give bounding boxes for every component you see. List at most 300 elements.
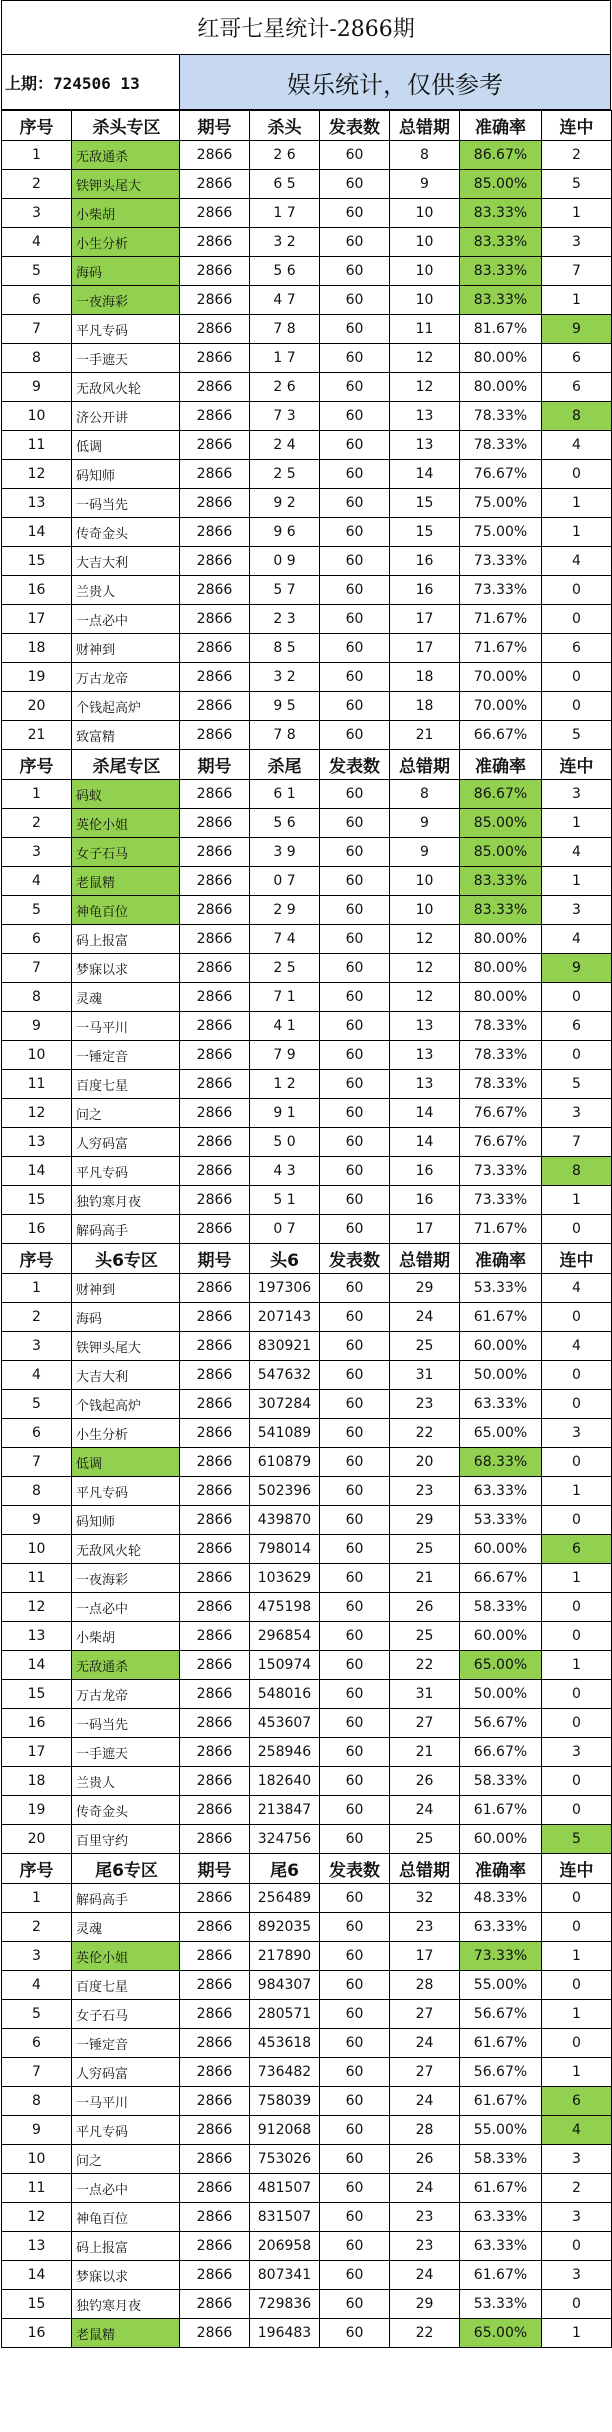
accuracy-cell: 80.00%: [460, 344, 542, 373]
accuracy-cell: 58.33%: [460, 1593, 542, 1622]
pick-cell: 5 1: [250, 1186, 320, 1215]
misses-cell: 23: [390, 1913, 460, 1942]
streak-cell: 1: [542, 1564, 612, 1593]
period-cell: 2866: [180, 286, 250, 315]
period-cell: 2866: [180, 1622, 250, 1651]
index-cell: 5: [2, 896, 72, 925]
index-cell: 1: [2, 141, 72, 170]
period-cell: 2866: [180, 547, 250, 576]
section-header-row: [2, 1854, 612, 1884]
page-title: 红哥七星统计-2866期: [1, 0, 611, 55]
name-cell: 小生分析: [72, 228, 180, 257]
column-header: 准确率: [460, 1854, 542, 1884]
posts-cell: 60: [320, 1971, 390, 2000]
period-cell: 2866: [180, 1128, 250, 1157]
accuracy-cell: 53.33%: [460, 2290, 542, 2319]
index-cell: 9: [2, 373, 72, 402]
table-row: [2, 1332, 612, 1361]
pick-cell: 1 2: [250, 1070, 320, 1099]
table-row: [2, 1884, 612, 1913]
posts-cell: 60: [320, 199, 390, 228]
posts-cell: 60: [320, 1593, 390, 1622]
index-cell: 21: [2, 721, 72, 750]
name-cell: 大吉大利: [72, 1361, 180, 1390]
misses-cell: 17: [390, 634, 460, 663]
streak-cell: 0: [542, 2290, 612, 2319]
stats-sheet: [1, 0, 611, 2348]
info-bar: [1, 55, 611, 110]
misses-cell: 26: [390, 1767, 460, 1796]
streak-cell: 6: [542, 373, 612, 402]
pick-cell: 548016: [250, 1680, 320, 1709]
misses-cell: 27: [390, 2058, 460, 2087]
index-cell: 14: [2, 518, 72, 547]
name-cell: 梦寐以求: [72, 2261, 180, 2290]
name-cell: 一点必中: [72, 1593, 180, 1622]
posts-cell: 60: [320, 2116, 390, 2145]
name-cell: 海码: [72, 1303, 180, 1332]
pick-cell: 830921: [250, 1332, 320, 1361]
streak-cell: 0: [542, 1971, 612, 2000]
misses-cell: 17: [390, 605, 460, 634]
accuracy-cell: 55.00%: [460, 2116, 542, 2145]
table-row: [2, 1215, 612, 1244]
table-row: [2, 1274, 612, 1303]
column-header: 总错期: [390, 1244, 460, 1274]
column-header: 杀尾专区: [72, 750, 180, 780]
table-row: [2, 402, 612, 431]
period-cell: 2866: [180, 402, 250, 431]
pick-cell: 2 5: [250, 954, 320, 983]
streak-cell: 1: [542, 2319, 612, 2348]
misses-cell: 22: [390, 2319, 460, 2348]
pick-cell: 610879: [250, 1448, 320, 1477]
streak-cell: 0: [542, 605, 612, 634]
streak-cell: 1: [542, 2058, 612, 2087]
table-row: [2, 1593, 612, 1622]
streak-cell: 4: [542, 838, 612, 867]
streak-cell: 0: [542, 2029, 612, 2058]
posts-cell: 60: [320, 634, 390, 663]
accuracy-cell: 83.33%: [460, 286, 542, 315]
misses-cell: 10: [390, 286, 460, 315]
streak-cell: 3: [542, 228, 612, 257]
posts-cell: 60: [320, 663, 390, 692]
column-header: 准确率: [460, 111, 542, 141]
posts-cell: 60: [320, 721, 390, 750]
name-cell: 一手遮天: [72, 1738, 180, 1767]
streak-cell: 0: [542, 1361, 612, 1390]
posts-cell: 60: [320, 1128, 390, 1157]
posts-cell: 60: [320, 780, 390, 809]
period-cell: 2866: [180, 780, 250, 809]
index-cell: 17: [2, 605, 72, 634]
streak-cell: 9: [542, 954, 612, 983]
misses-cell: 25: [390, 1535, 460, 1564]
name-cell: 铁钾头尾大: [72, 1332, 180, 1361]
name-cell: 一码当先: [72, 489, 180, 518]
index-cell: 20: [2, 1825, 72, 1854]
table-row: [2, 286, 612, 315]
posts-cell: 60: [320, 373, 390, 402]
period-cell: 2866: [180, 896, 250, 925]
posts-cell: 60: [320, 344, 390, 373]
name-cell: 百度七星: [72, 1971, 180, 2000]
column-header: 杀尾: [250, 750, 320, 780]
pick-cell: 182640: [250, 1767, 320, 1796]
name-cell: 财神到: [72, 1274, 180, 1303]
name-cell: 平凡专码: [72, 315, 180, 344]
name-cell: 致富精: [72, 721, 180, 750]
period-cell: 2866: [180, 1477, 250, 1506]
accuracy-cell: 53.33%: [460, 1506, 542, 1535]
table-row: [2, 1303, 612, 1332]
accuracy-cell: 61.67%: [460, 2029, 542, 2058]
index-cell: 6: [2, 2029, 72, 2058]
table-row: [2, 838, 612, 867]
posts-cell: 60: [320, 228, 390, 257]
posts-cell: 60: [320, 925, 390, 954]
period-cell: 2866: [180, 721, 250, 750]
accuracy-cell: 65.00%: [460, 1419, 542, 1448]
misses-cell: 12: [390, 344, 460, 373]
period-cell: 2866: [180, 634, 250, 663]
pick-cell: 207143: [250, 1303, 320, 1332]
streak-cell: 6: [542, 634, 612, 663]
misses-cell: 26: [390, 2145, 460, 2174]
accuracy-cell: 63.33%: [460, 1477, 542, 1506]
period-cell: 2866: [180, 1680, 250, 1709]
accuracy-cell: 73.33%: [460, 1157, 542, 1186]
table-row: [2, 547, 612, 576]
table-row: [2, 1506, 612, 1535]
period-cell: 2866: [180, 576, 250, 605]
index-cell: 7: [2, 1448, 72, 1477]
pick-cell: 2 5: [250, 460, 320, 489]
pick-cell: 3 2: [250, 663, 320, 692]
period-cell: 2866: [180, 2203, 250, 2232]
misses-cell: 21: [390, 1564, 460, 1593]
table-row: [2, 489, 612, 518]
period-cell: 2866: [180, 2087, 250, 2116]
misses-cell: 21: [390, 1738, 460, 1767]
pick-cell: 197306: [250, 1274, 320, 1303]
posts-cell: 60: [320, 692, 390, 721]
streak-cell: 1: [542, 199, 612, 228]
accuracy-cell: 85.00%: [460, 809, 542, 838]
streak-cell: 9: [542, 315, 612, 344]
table-row: [2, 2029, 612, 2058]
table-row: [2, 1390, 612, 1419]
pick-cell: 2 9: [250, 896, 320, 925]
pick-cell: 4 3: [250, 1157, 320, 1186]
table-row: [2, 2145, 612, 2174]
accuracy-cell: 53.33%: [460, 1274, 542, 1303]
section-header-row: [2, 111, 612, 141]
accuracy-cell: 83.33%: [460, 199, 542, 228]
index-cell: 8: [2, 983, 72, 1012]
accuracy-cell: 73.33%: [460, 576, 542, 605]
accuracy-cell: 78.33%: [460, 402, 542, 431]
accuracy-cell: 78.33%: [460, 431, 542, 460]
posts-cell: 60: [320, 1622, 390, 1651]
name-cell: 百度七星: [72, 1070, 180, 1099]
accuracy-cell: 83.33%: [460, 257, 542, 286]
index-cell: 4: [2, 867, 72, 896]
table-row: [2, 1796, 612, 1825]
misses-cell: 23: [390, 2232, 460, 2261]
misses-cell: 24: [390, 2261, 460, 2290]
name-cell: 一马平川: [72, 2087, 180, 2116]
accuracy-cell: 56.67%: [460, 1709, 542, 1738]
period-cell: 2866: [180, 2029, 250, 2058]
misses-cell: 18: [390, 663, 460, 692]
posts-cell: 60: [320, 576, 390, 605]
pick-cell: 2 6: [250, 141, 320, 170]
column-header: 期号: [180, 1244, 250, 1274]
name-cell: 无敌通杀: [72, 1651, 180, 1680]
name-cell: 低调: [72, 1448, 180, 1477]
table-row: [2, 605, 612, 634]
index-cell: 11: [2, 431, 72, 460]
period-cell: 2866: [180, 925, 250, 954]
misses-cell: 31: [390, 1361, 460, 1390]
pick-cell: 0 7: [250, 867, 320, 896]
pick-cell: 296854: [250, 1622, 320, 1651]
misses-cell: 10: [390, 199, 460, 228]
streak-cell: 8: [542, 1157, 612, 1186]
streak-cell: 1: [542, 1477, 612, 1506]
pick-cell: 9 1: [250, 1099, 320, 1128]
pick-cell: 256489: [250, 1884, 320, 1913]
accuracy-cell: 65.00%: [460, 1651, 542, 1680]
misses-cell: 8: [390, 780, 460, 809]
streak-cell: 0: [542, 1884, 612, 1913]
column-header: 连中: [542, 1244, 612, 1274]
table-row: [2, 983, 612, 1012]
name-cell: 小柴胡: [72, 199, 180, 228]
posts-cell: 60: [320, 2145, 390, 2174]
streak-cell: 1: [542, 1186, 612, 1215]
table-row: [2, 896, 612, 925]
pick-cell: 1 7: [250, 344, 320, 373]
name-cell: 平凡专码: [72, 1157, 180, 1186]
posts-cell: 60: [320, 1390, 390, 1419]
streak-cell: 0: [542, 1390, 612, 1419]
table-row: [2, 1128, 612, 1157]
misses-cell: 25: [390, 1825, 460, 1854]
table-row: [2, 2116, 612, 2145]
name-cell: 女子石马: [72, 838, 180, 867]
index-cell: 6: [2, 286, 72, 315]
name-cell: 一马平川: [72, 1012, 180, 1041]
accuracy-cell: 66.67%: [460, 721, 542, 750]
period-cell: 2866: [180, 605, 250, 634]
table-row: [2, 2087, 612, 2116]
posts-cell: 60: [320, 1651, 390, 1680]
column-header: 杀头专区: [72, 111, 180, 141]
accuracy-cell: 75.00%: [460, 518, 542, 547]
index-cell: 19: [2, 1796, 72, 1825]
streak-cell: 1: [542, 1942, 612, 1971]
accuracy-cell: 70.00%: [460, 692, 542, 721]
name-cell: 万古龙帝: [72, 1680, 180, 1709]
accuracy-cell: 48.33%: [460, 1884, 542, 1913]
table-row: [2, 1564, 612, 1593]
name-cell: 小柴胡: [72, 1622, 180, 1651]
pick-cell: 258946: [250, 1738, 320, 1767]
streak-cell: 0: [542, 1709, 612, 1738]
misses-cell: 15: [390, 489, 460, 518]
posts-cell: 60: [320, 1477, 390, 1506]
pick-cell: 9 5: [250, 692, 320, 721]
name-cell: 兰贵人: [72, 576, 180, 605]
streak-cell: 2: [542, 141, 612, 170]
misses-cell: 11: [390, 315, 460, 344]
table-row: [2, 199, 612, 228]
misses-cell: 12: [390, 983, 460, 1012]
index-cell: 9: [2, 1506, 72, 1535]
misses-cell: 24: [390, 2174, 460, 2203]
streak-cell: 0: [542, 1680, 612, 1709]
pick-cell: 6 1: [250, 780, 320, 809]
posts-cell: 60: [320, 286, 390, 315]
name-cell: 个钱起高炉: [72, 1390, 180, 1419]
misses-cell: 31: [390, 1680, 460, 1709]
table-row: [2, 1157, 612, 1186]
column-header: 头6专区: [72, 1244, 180, 1274]
accuracy-cell: 60.00%: [460, 1825, 542, 1854]
streak-cell: 0: [542, 1041, 612, 1070]
table-row: [2, 1041, 612, 1070]
posts-cell: 60: [320, 2174, 390, 2203]
streak-cell: 1: [542, 489, 612, 518]
name-cell: 一锤定音: [72, 2029, 180, 2058]
pick-cell: 2 4: [250, 431, 320, 460]
index-cell: 10: [2, 1535, 72, 1564]
table-row: [2, 141, 612, 170]
period-cell: 2866: [180, 431, 250, 460]
index-cell: 5: [2, 257, 72, 286]
name-cell: 大吉大利: [72, 547, 180, 576]
misses-cell: 12: [390, 925, 460, 954]
streak-cell: 1: [542, 518, 612, 547]
accuracy-cell: 71.67%: [460, 634, 542, 663]
index-cell: 3: [2, 1942, 72, 1971]
period-cell: 2866: [180, 2174, 250, 2203]
misses-cell: 29: [390, 1506, 460, 1535]
index-cell: 14: [2, 1157, 72, 1186]
table-row: [2, 170, 612, 199]
streak-cell: 0: [542, 1622, 612, 1651]
accuracy-cell: 71.67%: [460, 605, 542, 634]
table-row: [2, 1825, 612, 1854]
accuracy-cell: 78.33%: [460, 1070, 542, 1099]
misses-cell: 17: [390, 1215, 460, 1244]
streak-cell: 3: [542, 1738, 612, 1767]
table-row: [2, 721, 612, 750]
period-cell: 2866: [180, 1157, 250, 1186]
misses-cell: 16: [390, 576, 460, 605]
misses-cell: 23: [390, 2203, 460, 2232]
period-cell: 2866: [180, 1419, 250, 1448]
column-header: 发表数: [320, 1244, 390, 1274]
table-row: [2, 2174, 612, 2203]
index-cell: 13: [2, 489, 72, 518]
name-cell: 百里守约: [72, 1825, 180, 1854]
accuracy-cell: 76.67%: [460, 1128, 542, 1157]
name-cell: 解码高手: [72, 1215, 180, 1244]
accuracy-cell: 66.67%: [460, 1564, 542, 1593]
misses-cell: 18: [390, 692, 460, 721]
period-cell: 2866: [180, 344, 250, 373]
misses-cell: 9: [390, 838, 460, 867]
pick-cell: 453607: [250, 1709, 320, 1738]
period-cell: 2866: [180, 1448, 250, 1477]
period-cell: 2866: [180, 1303, 250, 1332]
streak-cell: 2: [542, 2174, 612, 2203]
pick-cell: 3 2: [250, 228, 320, 257]
name-cell: 一夜海彩: [72, 286, 180, 315]
index-cell: 8: [2, 1477, 72, 1506]
column-header: 总错期: [390, 750, 460, 780]
index-cell: 13: [2, 1128, 72, 1157]
period-cell: 2866: [180, 1593, 250, 1622]
name-cell: 人穷码富: [72, 2058, 180, 2087]
table-row: [2, 1651, 612, 1680]
streak-cell: 0: [542, 692, 612, 721]
period-cell: 2866: [180, 1070, 250, 1099]
column-header: 序号: [2, 750, 72, 780]
index-cell: 14: [2, 1651, 72, 1680]
name-cell: 财神到: [72, 634, 180, 663]
table-row: [2, 1680, 612, 1709]
misses-cell: 16: [390, 547, 460, 576]
name-cell: 英伦小姐: [72, 1942, 180, 1971]
streak-cell: 3: [542, 2203, 612, 2232]
name-cell: 问之: [72, 2145, 180, 2174]
posts-cell: 60: [320, 1825, 390, 1854]
misses-cell: 26: [390, 1593, 460, 1622]
period-cell: 2866: [180, 170, 250, 199]
streak-cell: 4: [542, 2116, 612, 2145]
posts-cell: 60: [320, 1942, 390, 1971]
table-row: [2, 2232, 612, 2261]
streak-cell: 4: [542, 547, 612, 576]
index-cell: 2: [2, 809, 72, 838]
disclaimer-banner: 娱乐统计，仅供参考: [180, 55, 610, 109]
period-cell: 2866: [180, 2290, 250, 2319]
index-cell: 3: [2, 199, 72, 228]
accuracy-cell: 61.67%: [460, 1303, 542, 1332]
index-cell: 6: [2, 925, 72, 954]
table-row: [2, 2058, 612, 2087]
index-cell: 4: [2, 228, 72, 257]
table-row: [2, 663, 612, 692]
streak-cell: 0: [542, 576, 612, 605]
index-cell: 10: [2, 402, 72, 431]
table-row: [2, 1622, 612, 1651]
index-cell: 11: [2, 1070, 72, 1099]
table-row: [2, 431, 612, 460]
table-row: [2, 692, 612, 721]
period-cell: 2866: [180, 1215, 250, 1244]
index-cell: 10: [2, 2145, 72, 2174]
misses-cell: 29: [390, 1274, 460, 1303]
posts-cell: 60: [320, 1419, 390, 1448]
period-cell: 2866: [180, 2145, 250, 2174]
index-cell: 5: [2, 2000, 72, 2029]
